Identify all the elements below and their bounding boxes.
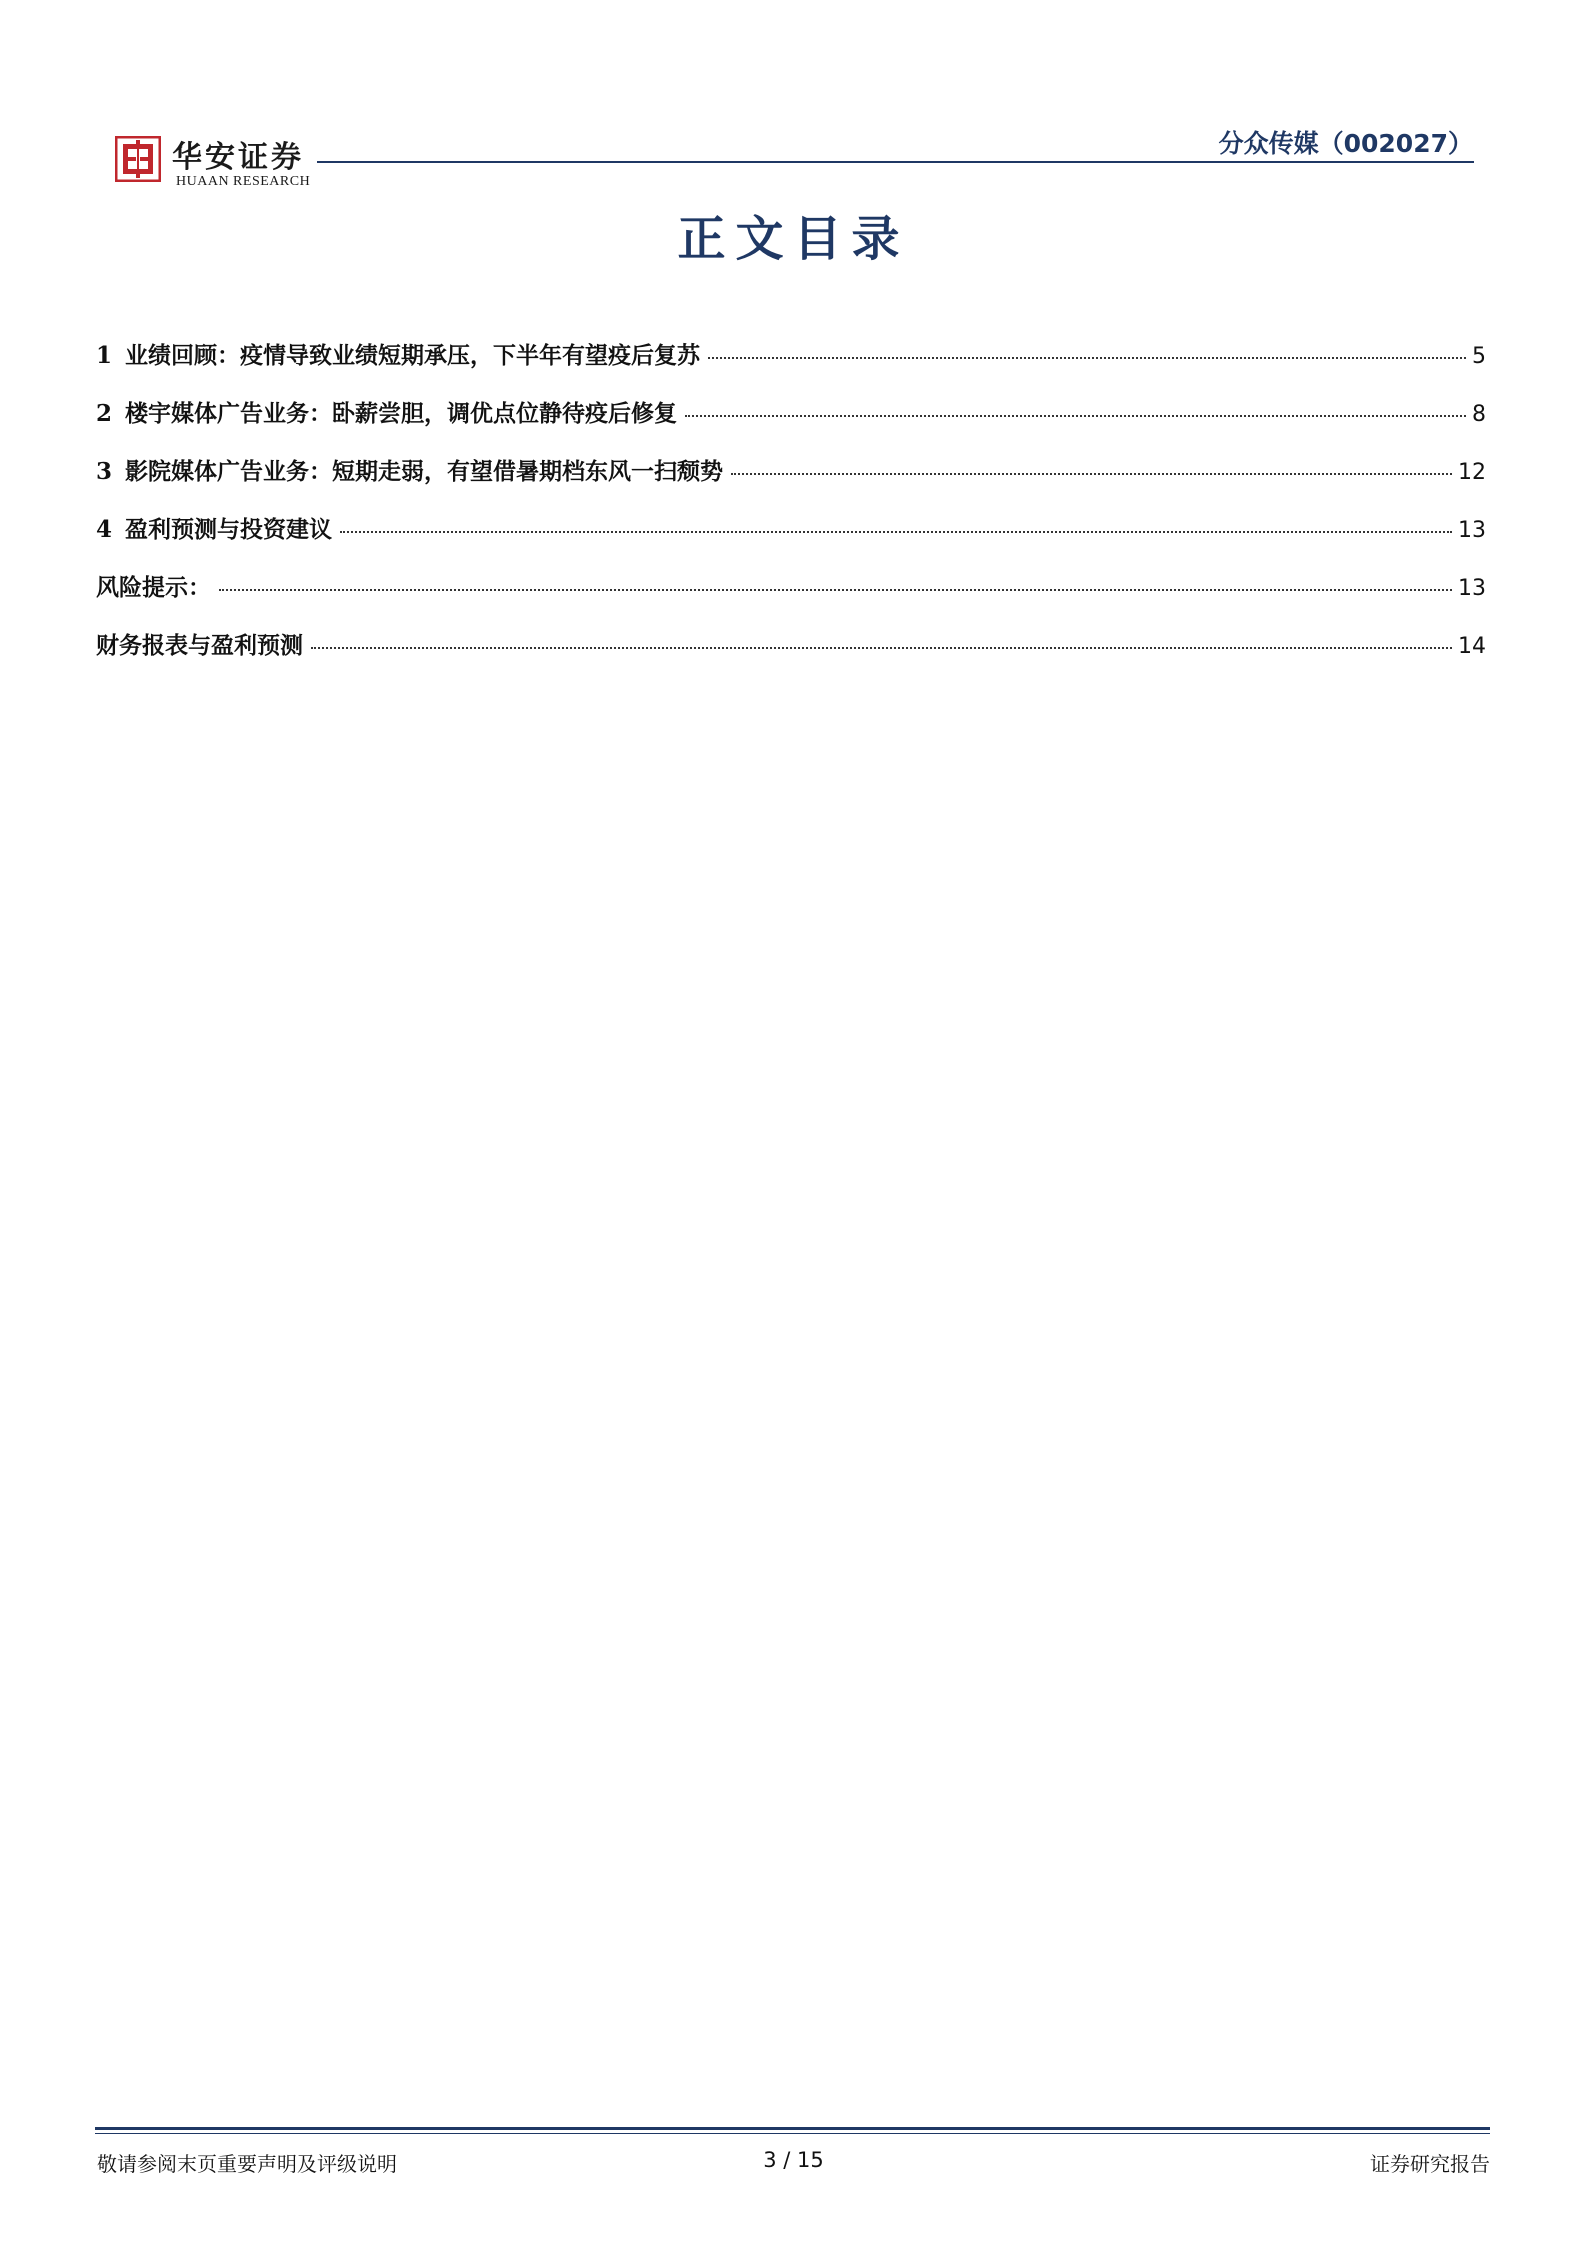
company-ticker: 分众传媒（002027）	[1218, 129, 1473, 158]
toc-entry-page: 8	[1472, 402, 1486, 427]
toc-entry-number: 1	[96, 342, 113, 369]
toc-dot-leader	[685, 415, 1466, 417]
brand-name-en: HUAAN RESEARCH	[176, 174, 311, 189]
toc-entry-number: 3	[96, 458, 113, 485]
header-divider	[317, 161, 1474, 163]
toc-entry-page: 12	[1458, 460, 1486, 485]
brand-name-cn: 华安证券	[172, 140, 304, 175]
table-of-contents	[96, 337, 1486, 685]
toc-entry-3[interactable]	[96, 453, 1486, 511]
toc-entry-page: 5	[1472, 344, 1486, 369]
footer-disclaimer: 敬请参阅末页重要声明及评级说明	[97, 2152, 397, 2176]
toc-entry-2[interactable]	[96, 395, 1486, 453]
toc-entry-title: 影院媒体广告业务：短期走弱，有望借暑期档东风一扫颓势	[125, 458, 723, 485]
footer-divider-thin	[95, 2133, 1490, 2134]
toc-entry-page: 13	[1458, 518, 1486, 543]
toc-entry-1[interactable]	[96, 337, 1486, 395]
page-title: 正文目录	[677, 211, 910, 267]
page-header	[0, 0, 1587, 200]
toc-entry-title: 楼宇媒体广告业务：卧薪尝胆，调优点位静待疫后修复	[125, 400, 677, 427]
toc-entry-number: 2	[96, 400, 113, 427]
page-indicator: 3 / 15	[763, 2148, 824, 2172]
toc-entry-financials[interactable]	[96, 627, 1486, 685]
toc-dot-leader	[219, 589, 1452, 591]
toc-entry-title: 风险提示：	[96, 574, 211, 601]
toc-dot-leader	[340, 531, 1452, 533]
report-type: 证券研究报告	[1370, 2152, 1490, 2176]
huaan-logo-icon	[115, 136, 161, 182]
toc-entry-page: 13	[1458, 576, 1486, 601]
toc-entry-title: 业绩回顾：疫情导致业绩短期承压，下半年有望疫后复苏	[125, 342, 700, 369]
toc-entry-title: 财务报表与盈利预测	[96, 632, 303, 659]
toc-entry-number: 4	[96, 516, 113, 543]
footer-divider	[95, 2127, 1490, 2130]
toc-entry-4[interactable]	[96, 511, 1486, 569]
toc-dot-leader	[731, 473, 1452, 475]
toc-dot-leader	[708, 357, 1466, 359]
toc-entry-risk[interactable]	[96, 569, 1486, 627]
toc-dot-leader	[311, 647, 1452, 649]
toc-entry-title: 盈利预测与投资建议	[125, 516, 332, 543]
toc-entry-page: 14	[1458, 634, 1486, 659]
